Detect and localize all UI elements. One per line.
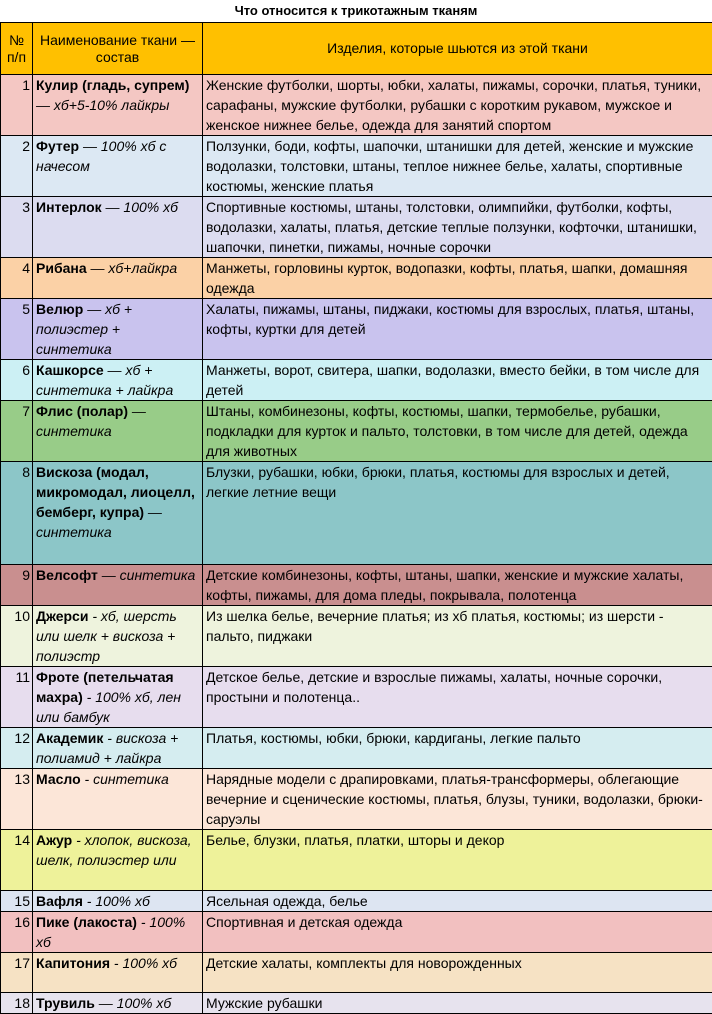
fabric-name: Велюр	[36, 301, 83, 317]
row-number: 9	[1, 565, 33, 606]
fabric-name: Кулир (гладь, супрем)	[36, 77, 189, 93]
fabric-items: Халаты, пижамы, штаны, пиджаки, костюмы для взрослых, платья, штаны, кофты, куртки для детей	[203, 299, 712, 360]
row-number: 17	[1, 953, 33, 993]
header-items: Изделия, которые шьются из этой ткани	[203, 23, 712, 75]
fabric-name: Флис (полар)	[36, 403, 128, 419]
fabric-cell	[33, 565, 203, 606]
fabric-cell	[33, 606, 203, 667]
row-number: 7	[1, 401, 33, 462]
header-num: № п/п	[1, 23, 33, 75]
fabric-composition: — хб + синтетика + лайкра	[36, 362, 173, 398]
fabric-name: Фроте (петельчатая махра)	[36, 669, 174, 705]
fabric-name: Вафля	[36, 893, 83, 909]
fabric-composition: — синтетика	[36, 403, 146, 439]
table-row	[1, 953, 712, 993]
fabric-name: Велсофт	[36, 567, 98, 583]
table-row	[1, 565, 712, 606]
row-number: 1	[1, 75, 33, 136]
fabric-composition: — 100% хб	[95, 995, 171, 1011]
fabric-name: Футер	[36, 138, 79, 154]
fabric-items: Детское белье, детские и взрослые пижамы, халаты, ночные сорочки, простыни и полотенца..	[203, 667, 712, 728]
fabric-composition: - хлопок, вискоза, шелк, полиэстер или	[36, 832, 192, 868]
table-row	[1, 891, 712, 912]
row-number: 16	[1, 912, 33, 953]
fabric-composition: — 100% хб с начесом	[36, 138, 166, 174]
fabric-cell	[33, 75, 203, 136]
fabric-items: Мужские рубашки	[203, 993, 712, 1014]
fabric-name: Масло	[36, 771, 81, 787]
header-fabric: Наименование ткани — состав	[33, 23, 203, 75]
fabric-name: Пике (лакоста)	[36, 914, 137, 930]
row-number: 11	[1, 667, 33, 728]
table-row	[1, 769, 712, 830]
fabric-items: Ползунки, боди, кофты, шапочки, штанишки для детей, женские и мужские водолазки, толстовки, штаны, теплое нижнее белье, халаты, спортивные костюмы, женские платья	[203, 136, 712, 197]
fabric-items: Платья, костюмы, юбки, брюки, кардиганы, легкие пальто	[203, 728, 712, 769]
table-row	[1, 299, 712, 360]
fabric-items: Манжеты, горловины курток, водопазки, кофты, платья, шапки, домашняя одежда	[203, 258, 712, 299]
fabric-items: Белье, блузки, платья, платки, шторы и декор	[203, 830, 712, 891]
row-number: 12	[1, 728, 33, 769]
table-row	[1, 462, 712, 565]
fabric-items: Из шелка белье, вечерние платья; из хб платья, костюмы; из шерсти - пальто, пиджаки	[203, 606, 712, 667]
fabric-items: Нарядные модели с драпировками, платья-трансформеры, облегающие вечерние и сценические костюмы, платья, блузы, туники, водолазки, брюки-саруэлы	[203, 769, 712, 830]
fabric-name: Рибана	[36, 260, 87, 276]
fabric-items: Штаны, комбинезоны, кофты, костюмы, шапки, термобелье, рубашки, подкладки для курток и пальто, толстовки, в том числе для детей, одежда для животных	[203, 401, 712, 462]
table-row	[1, 912, 712, 953]
fabric-composition: — синтетика	[98, 567, 195, 583]
table-row	[1, 830, 712, 891]
row-number: 4	[1, 258, 33, 299]
table-row	[1, 136, 712, 197]
fabric-composition: - синтетика	[81, 771, 169, 787]
table-header-row	[1, 23, 712, 75]
page-title: Что относится к трикотажным тканям	[0, 0, 712, 22]
fabrics-table	[0, 22, 712, 1014]
fabric-items: Детские халаты, комплекты для новорожденных	[203, 953, 712, 993]
table-row	[1, 360, 712, 401]
row-number: 3	[1, 197, 33, 258]
row-number: 15	[1, 891, 33, 912]
row-number: 18	[1, 993, 33, 1014]
row-number: 14	[1, 830, 33, 891]
fabric-cell	[33, 258, 203, 299]
fabric-items: Манжеты, ворот, свитера, шапки, водолазки, вместо бейки, в том числе для детей	[203, 360, 712, 401]
table-row	[1, 401, 712, 462]
fabric-name: Вискоза (модал, микромодал, лиоцелл, бемберг, купра)	[36, 464, 195, 520]
fabric-cell	[33, 769, 203, 830]
fabric-items: Блузки, рубашки, юбки, брюки, платья, костюмы для взрослых и детей, легкие летние вещи	[203, 462, 712, 565]
fabric-composition: — хб + полиэстер + синтетика	[36, 301, 132, 357]
fabric-name: Джерси	[36, 608, 88, 624]
fabric-cell	[33, 360, 203, 401]
fabric-composition: - хб, шерсть или шелк + вискоза + полиэстр	[36, 608, 177, 664]
fabric-cell	[33, 197, 203, 258]
row-number: 13	[1, 769, 33, 830]
table-row	[1, 258, 712, 299]
table-row	[1, 606, 712, 667]
table-row	[1, 993, 712, 1014]
fabric-composition: — хб+лайкра	[87, 260, 177, 276]
fabric-cell	[33, 912, 203, 953]
table-row	[1, 728, 712, 769]
fabric-composition: — 100% хб	[102, 199, 178, 215]
fabric-cell	[33, 136, 203, 197]
fabric-cell	[33, 993, 203, 1014]
fabric-name: Интерлок	[36, 199, 102, 215]
row-number: 10	[1, 606, 33, 667]
fabric-items: Спортивные костюмы, штаны, толстовки, олимпийки, футболки, кофты, водолазки, халаты, платья, детские теплые ползунки, кофточки, штанишки, шапочки, пинетки, пижамы, ночные сорочки	[203, 197, 712, 258]
fabric-composition: - 100% хб, лен или бамбук	[36, 689, 181, 725]
fabric-name: Академик	[36, 730, 103, 746]
fabric-cell	[33, 667, 203, 728]
fabric-items: Детские комбинезоны, кофты, штаны, шапки, женские и мужские халаты, кофты, пижамы, для дома пледы, покрывала, полотенца	[203, 565, 712, 606]
row-number: 8	[1, 462, 33, 565]
fabric-cell	[33, 830, 203, 891]
fabric-cell	[33, 953, 203, 993]
row-number: 6	[1, 360, 33, 401]
fabric-composition: - 100% хб	[36, 914, 185, 950]
fabric-name: Трувиль	[36, 995, 95, 1011]
fabric-cell	[33, 728, 203, 769]
fabric-items: Женские футболки, шорты, юбки, халаты, пижамы, сорочки, платья, туники, сарафаны, мужские футболки, рубашки с коротким рукавом, мужское и женское нижнее белье, одежда для занятий спортом	[203, 75, 712, 136]
fabric-name: Кашкорсе	[36, 362, 104, 378]
fabric-name: Капитония	[36, 955, 110, 971]
fabric-cell	[33, 299, 203, 360]
fabric-composition: - 100% хб	[110, 955, 177, 971]
fabric-items: Спортивная и детская одежда	[203, 912, 712, 953]
fabric-composition: - вискоза + полиамид + лайкра	[36, 730, 178, 766]
fabric-composition: — синтетика	[36, 504, 162, 540]
fabric-items: Ясельная одежда, белье	[203, 891, 712, 912]
fabric-cell	[33, 401, 203, 462]
fabric-cell	[33, 891, 203, 912]
fabric-composition: — хб+5-10% лайкры	[36, 97, 169, 113]
table-row	[1, 75, 712, 136]
table-row	[1, 197, 712, 258]
table-row	[1, 667, 712, 728]
row-number: 2	[1, 136, 33, 197]
fabric-name: Ажур	[36, 832, 72, 848]
fabric-composition: - 100% хб	[83, 893, 150, 909]
fabric-cell	[33, 462, 203, 565]
row-number: 5	[1, 299, 33, 360]
table-body	[1, 75, 712, 1014]
